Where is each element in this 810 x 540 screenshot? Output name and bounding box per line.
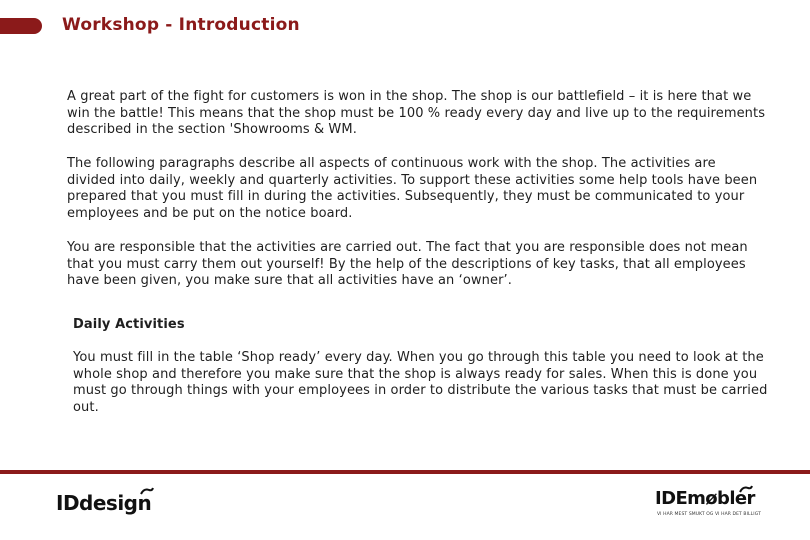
daily-activities-paragraph: You must fill in the table ‘Shop ready’ every day. When you go through this table you need to look at the whole shop and therefore you make sure that the shop is always ready for sales. When this is done you must go through things with your employees in order to distribute the various tasks that must be carried out. [73, 350, 768, 415]
section-heading-daily-activities: Daily Activities [73, 317, 185, 332]
title-accent-bar [0, 18, 42, 34]
activities-paragraph: The following paragraphs describe all aspects of continuous work with the shop. The activities are divided into daily, weekly and quarterly activities. To support these activities some help tools have been prepared that you must fill in during the activities. Subsequently, they must be communicated to your employees and be put on the notice board. [67, 156, 758, 221]
intro-paragraph: A great part of the fight for customers is won in the shop. The shop is our battlefield – it is here that we win the battle! This means that the shop must be 100 % ready every day and live up to the requirements described in the section 'Showrooms & WM. [67, 89, 766, 138]
idemobler-tagline: VI HAR MEST SMUKT OG VI HAR DET BILLIGT [657, 512, 761, 517]
footer-divider [0, 470, 810, 474]
iddesign-logo-text: IDdesign [56, 491, 152, 515]
logo-swoosh-icon [140, 487, 154, 497]
page-title: Workshop - Introduction [62, 15, 300, 35]
logo-swoosh-icon [739, 485, 753, 495]
idemobler-logo-text: IDEmøbler [655, 488, 755, 509]
iddesign-logo [56, 487, 156, 521]
responsibility-paragraph: You are responsible that the activities are carried out. The fact that you are responsible does not mean that you must carry them out yourself! By the help of the descriptions of key tasks, that all employees have been given, you make sure that all activities have an ‘owner’. [67, 240, 748, 289]
idemobler-logo [655, 485, 765, 523]
